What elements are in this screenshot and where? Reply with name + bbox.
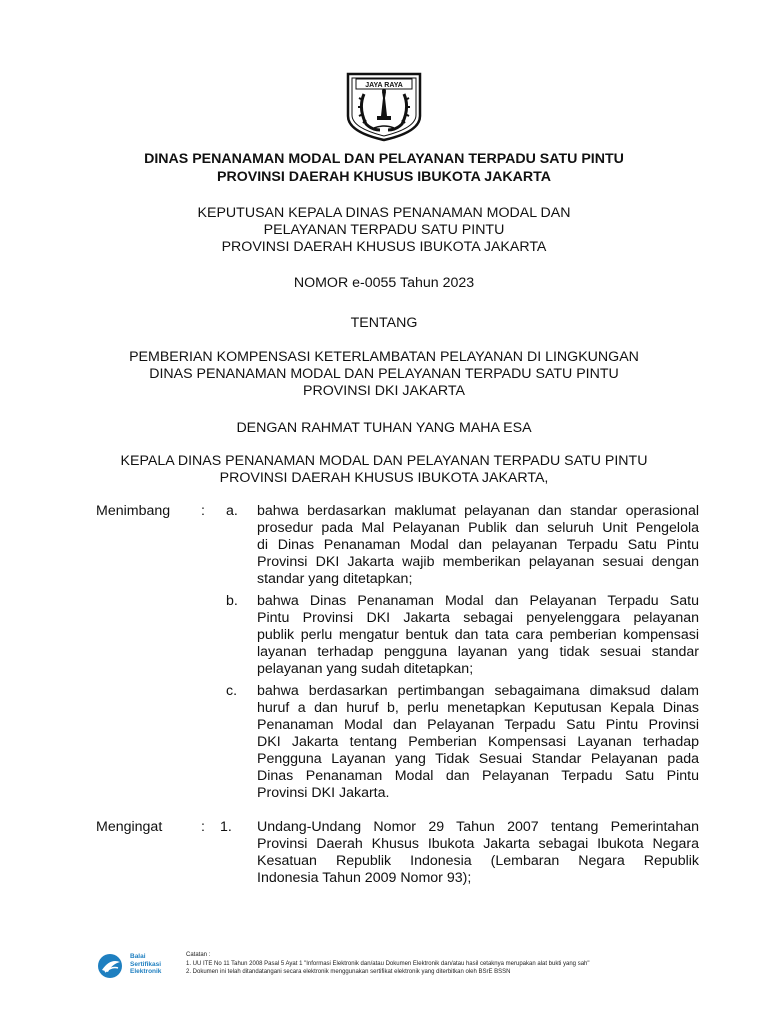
text-line: publik perlu mengatur bentuk dan tata cara pemberian kompensasi	[257, 627, 699, 643]
decree-subject-line-2: DINAS PENANAMAN MODAL DAN PELAYANAN TERPADU SATU PINTU	[149, 366, 619, 382]
bsre-logo-text: Balai Sertifikasi Elektronik	[130, 953, 162, 975]
text-line: Provinsi DKI Jakarta wajib memberikan pelayanan sesuai dengan	[257, 554, 699, 570]
text-line: standar yang ditetapkan;	[257, 571, 413, 587]
text-line: Penanaman Modal dan Pelayanan Terpadu Satu Pintu Provinsi	[257, 717, 699, 733]
authority-line-2: PROVINSI DAERAH KHUSUS IBUKOTA JAKARTA,	[219, 470, 549, 486]
authority-line-1: KEPALA DINAS PENANAMAN MODAL DAN PELAYANAN TERPADU SATU PINTU	[120, 453, 648, 469]
notes-title: Catatan :	[186, 952, 211, 958]
decree-about: TENTANG	[350, 315, 418, 331]
agency-name-line-2: PROVINSI DAERAH KHUSUS IBUKOTA JAKARTA	[217, 169, 551, 185]
text-line: bahwa Dinas Penanaman Modal dan Pelayanan Terpadu Satu	[257, 593, 699, 609]
menimbang-label: Menimbang	[96, 503, 171, 519]
text-line: di Dinas Penanaman Modal dan pelayanan Terpadu Satu Pintu	[257, 537, 699, 553]
mengingat-colon: :	[201, 819, 205, 835]
emblem-motto: JAYA RAYA	[365, 82, 403, 89]
agency-name-line-1: DINAS PENANAMAN MODAL DAN PELAYANAN TERPADU SATU PINTU	[144, 151, 624, 167]
menimbang-item-a	[257, 503, 699, 588]
text-line: bahwa berdasarkan pertimbangan sebagaimana dimaksud dalam	[257, 683, 699, 699]
jakarta-coat-of-arms-icon	[346, 72, 422, 142]
decree-title-line-1: KEPUTUSAN KEPALA DINAS PENANAMAN MODAL DAN	[197, 205, 571, 221]
text-line: layanan terhadap pengguna layanan yang tidak sesuai standar	[257, 644, 699, 660]
text-line: DKI Jakarta tentang Pemberian Kompensasi Layanan terhadap	[257, 734, 699, 750]
text-line: Undang-Undang Nomor 29 Tahun 2007 tentang Pemerintahan	[257, 819, 699, 835]
decree-subject-line-3: PROVINSI DKI JAKARTA	[303, 383, 465, 399]
text-line: Pengguna Layanan yang Tidak Sesuai Standar Pelayanan pada	[257, 751, 699, 767]
menimbang-marker-c: c.	[226, 683, 238, 699]
menimbang-colon: :	[201, 503, 205, 519]
text-line: bahwa berdasarkan maklumat pelayanan dan standar operasional	[257, 503, 699, 519]
blessing: DENGAN RAHMAT TUHAN YANG MAHA ESA	[236, 420, 532, 436]
text-line: Indonesia Tahun 2009 Nomor 93);	[257, 870, 472, 886]
menimbang-item-c	[257, 683, 699, 802]
mengingat-item-1	[257, 819, 699, 887]
decree-title-line-3: PROVINSI DAERAH KHUSUS IBUKOTA JAKARTA	[221, 239, 547, 255]
text-line: huruf a dan huruf b, perlu menetapkan Keputusan Kepala Dinas	[257, 700, 699, 716]
note-2: 2. Dokumen ini telah ditandatangani secara elektronik menggunakan sertifikat elektronik yang diterbitkan oleh BSrE BSSN	[186, 969, 511, 975]
text-line: Provinsi Daerah Khusus Ibukota Jakarta sebagai Ibukota Negara	[257, 836, 699, 852]
text-line: Dinas Penanaman Modal dan Pelayanan Terpadu Satu Pintu	[257, 768, 699, 784]
mengingat-label: Mengingat	[96, 819, 163, 835]
text-line: pelayanan yang sudah ditetapkan;	[257, 661, 474, 677]
note-1: 1. UU ITE No 11 Tahun 2008 Pasal 5 Ayat 1 "Informasi Elektronik dan/atau Dokumen Elektronik dan/atau hasil cetaknya merupakan alat bukti yang sah"	[186, 960, 590, 967]
decree-title-line-2: PELAYANAN TERPADU SATU PINTU	[263, 222, 505, 238]
text-line: Provinsi DKI Jakarta.	[257, 785, 390, 801]
menimbang-marker-a: a.	[226, 503, 238, 519]
mengingat-marker-1: 1.	[220, 819, 232, 835]
menimbang-marker-b: b.	[226, 593, 238, 609]
footer-notes	[186, 951, 590, 977]
text-line: Pintu Provinsi DKI Jakarta sebagai penyelenggara pelayanan	[257, 610, 699, 626]
text-line: prosedur pada Mal Pelayanan Publik dan seluruh Unit Pengelola	[257, 520, 699, 536]
decree-number: NOMOR e-0055 Tahun 2023	[293, 275, 475, 291]
decree-subject-line-1: PEMBERIAN KOMPENSASI KETERLAMBATAN PELAYANAN DI LINGKUNGAN	[129, 349, 639, 365]
menimbang-item-b	[257, 593, 699, 678]
text-line: Kesatuan Republik Indonesia (Lembaran Negara Republik	[257, 853, 699, 869]
